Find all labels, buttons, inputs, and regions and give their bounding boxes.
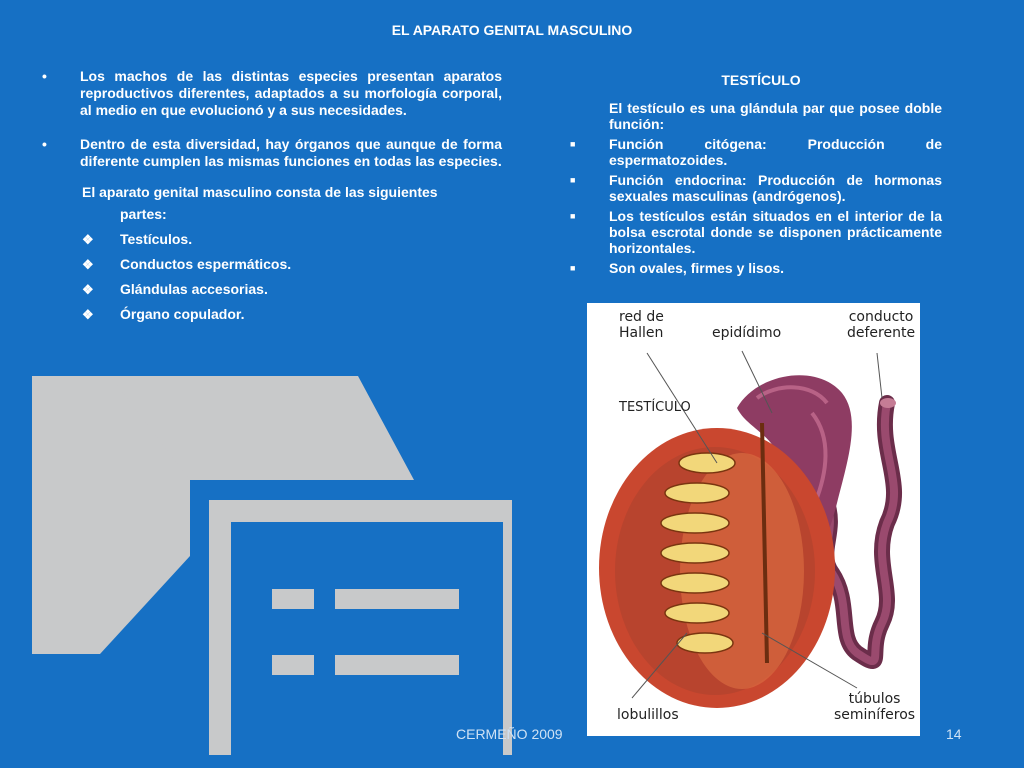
slide-title: EL APARATO GENITAL MASCULINO (391, 22, 633, 38)
bullet-item (42, 68, 502, 119)
diamond-bullet-icon: ❖ (82, 307, 94, 322)
label-epididimo: epidídimo (712, 325, 782, 341)
vas-deferens-end (880, 398, 896, 408)
list-item (82, 277, 502, 302)
part-label: Órgano copulador. (120, 306, 245, 322)
bullet-dot-icon: • (42, 68, 47, 84)
testicle-diagram (587, 303, 920, 736)
label-red-hallen (619, 309, 664, 341)
list-item (570, 260, 942, 276)
decorative-line-short-2 (272, 655, 314, 675)
parts-list (82, 227, 502, 327)
decorative-line-short-1 (272, 589, 314, 609)
label-lobulillos: lobulillos (617, 707, 679, 723)
parts-intro-line2: partes: (120, 206, 167, 222)
list-item (82, 302, 502, 327)
diamond-bullet-icon: ❖ (82, 282, 94, 297)
item-text: Los testículos están situados en el interior de la bolsa escrotal donde se disponen prácticamente horizontales. (609, 208, 942, 256)
item-text: Son ovales, firmes y lisos. (609, 260, 785, 276)
square-bullet-icon: ■ (570, 263, 576, 273)
list-item (82, 227, 502, 252)
label-conducto-line2: deferente (847, 325, 916, 341)
part-label: Conductos espermáticos. (120, 256, 292, 272)
list-item (82, 252, 502, 277)
right-column (570, 72, 942, 280)
bullet-text: Los machos de las distintas especies presentan aparatos reproductivos diferentes, adaptados a su morfología corporal, al medio en que evolucionó y a sus necesidades. (80, 68, 502, 118)
label-testiculo: TESTÍCULO (619, 400, 691, 415)
part-label: Testículos. (120, 231, 193, 247)
lead-paragraph: El testículo es una glándula par que posee doble función: (609, 100, 942, 132)
section-heading: TESTÍCULO (721, 72, 801, 88)
item-text: Función endocrina: Producción de hormonas sexuales masculinas (andrógenos). (609, 172, 942, 204)
part-label: Glándulas accesorias. (120, 281, 268, 297)
bullet-text: Dentro de esta diversidad, hay órganos que aunque de forma diferente cumplen las mismas funciones en todas las especies. (80, 136, 502, 169)
label-red-hallen-line1: red de (619, 309, 664, 325)
square-bullet-icon: ■ (570, 139, 576, 149)
testicle-illustration (587, 303, 920, 736)
label-tubulos-line1: túbulos (848, 691, 901, 707)
decorative-line-long-2 (335, 655, 459, 675)
bullet-item (42, 136, 502, 170)
diamond-bullet-icon: ❖ (82, 257, 94, 272)
bullet-dot-icon: • (42, 136, 47, 152)
left-column (42, 68, 502, 327)
label-tubulos-seminiferos (834, 691, 915, 723)
list-item (570, 136, 942, 168)
label-conducto-deferente (847, 309, 915, 341)
page-number: 14 (946, 726, 962, 742)
decorative-line-long-1 (335, 589, 459, 609)
square-bullet-icon: ■ (570, 211, 576, 221)
square-bullet-icon: ■ (570, 175, 576, 185)
list-item (570, 172, 942, 204)
parts-intro (82, 181, 502, 225)
label-conducto-line1: conducto (848, 309, 914, 325)
diamond-bullet-icon: ❖ (82, 232, 94, 247)
item-text: Función citógena: Producción de espermatozoides. (609, 136, 942, 168)
footer-author: CERMEÑO 2009 (456, 726, 563, 742)
parts-intro-line1: El aparato genital masculino consta de las siguientes (82, 184, 438, 200)
list-item (570, 208, 942, 256)
label-tubulos-line2: seminíferos (834, 707, 916, 723)
label-red-hallen-line2: Hallen (619, 325, 664, 341)
